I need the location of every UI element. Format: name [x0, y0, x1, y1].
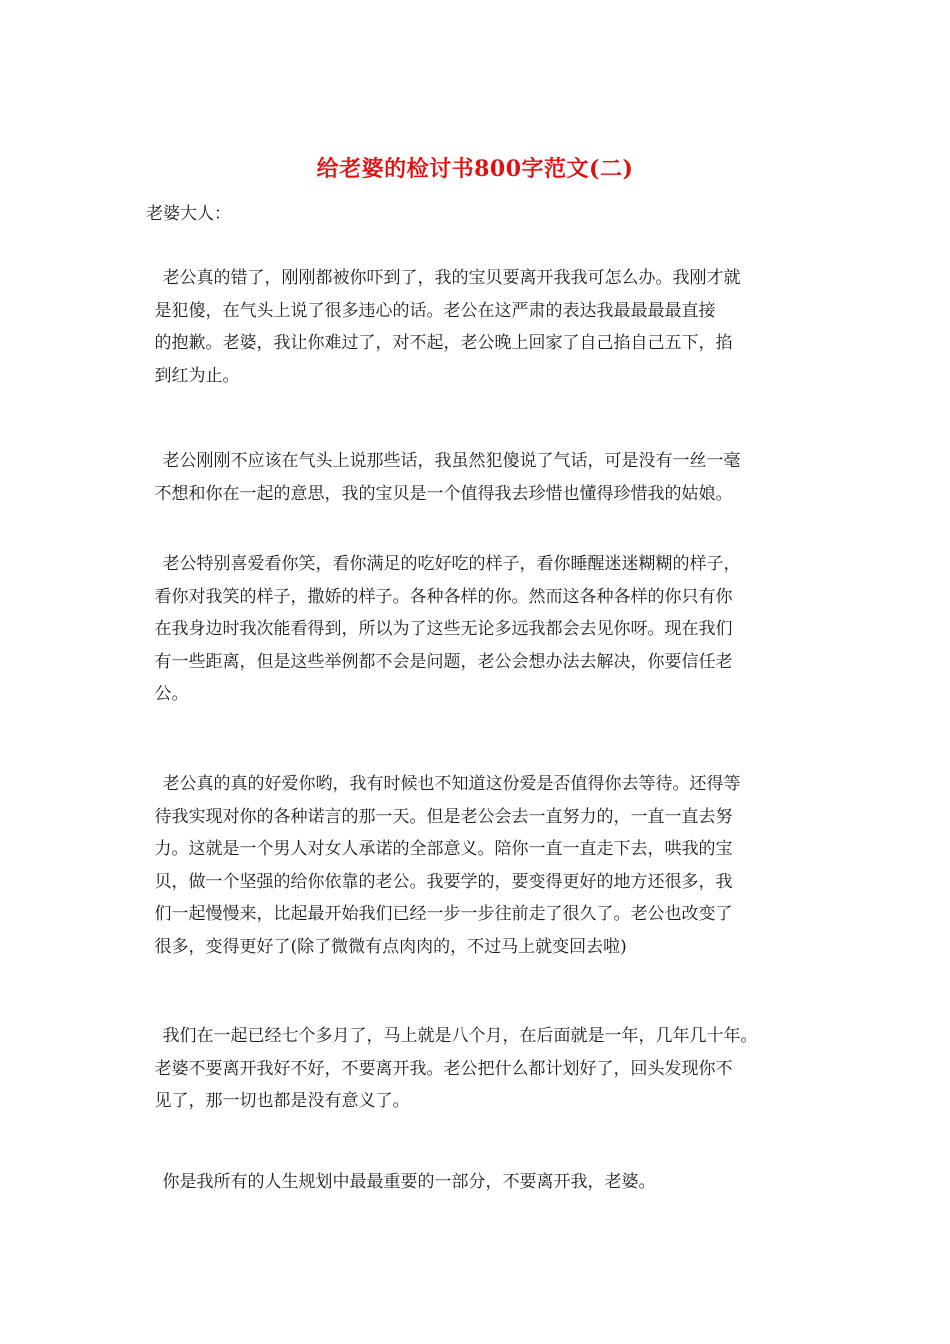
- paragraph-line: 老公特别喜爱看你笑，看你满足的吃好吃的样子，看你睡醒迷迷糊糊的样子，: [162, 554, 741, 574]
- paragraph-line: 到红为止。: [154, 365, 240, 386]
- paragraph-line: 老婆不要离开我好不好，不要离开我。老公把什么都计划好了，回头发现你不: [154, 1058, 733, 1079]
- paragraph-line: 有一些距离，但是这些举例都不会是问题，老公会想办法去解决，你要信任老: [154, 651, 733, 672]
- salutation: 老婆大人：: [146, 204, 231, 224]
- paragraph: [146, 1166, 818, 1199]
- paragraph: [146, 445, 818, 510]
- paragraph-line: 们一起慢慢来，比起最开始我们已经一步一步往前走了很久了。老公也改变了: [154, 904, 733, 924]
- paragraph-line: 力。这就是一个男人对女人承诺的全部意义。陪你一直一直走下去，哄我的宝: [154, 839, 733, 859]
- paragraph-line: 公。: [154, 684, 189, 704]
- paragraph-line: 是犯傻，在气头上说了很多违心的话。老公在这严肃的表达我最最最最直接: [154, 300, 716, 321]
- paragraph: [146, 1020, 818, 1118]
- paragraph-line: 老公真的真的好爱你哟，我有时候也不知道这份爱是否值得你去等待。还得等: [162, 774, 741, 794]
- paragraph-line: 你是我所有的人生规划中最最重要的一部分，不要离开我，老婆。: [162, 1172, 656, 1192]
- paragraph-line: 待我实现对你的各种诺言的那一天。但是老公会去一直努力的，一直一直去努: [154, 806, 733, 827]
- paragraph-line: 很多，变得更好了(除了微微有点肉肉的，不过马上就变回去啦): [154, 936, 627, 957]
- paragraph-line: 老公刚刚不应该在气头上说那些话，我虽然犯傻说了气话，可是没有一丝一毫: [162, 451, 741, 471]
- paragraph-line: 见了，那一切也都是没有意义了。: [154, 1091, 410, 1111]
- paragraph: [146, 548, 818, 711]
- paragraph-line: 在我身边时我次能看得到，所以为了这些无论多远我都会去见你呀。现在我们: [154, 619, 733, 639]
- paragraph: [146, 262, 818, 392]
- paragraph-line: 的抱歉。老婆，我让你难过了，对不起，老公晚上回家了自己掐自己五下，掐: [154, 333, 733, 353]
- paragraph: [146, 768, 818, 963]
- document-title: 给老婆的检讨书800字范文(二): [316, 156, 634, 182]
- paragraph-line: 不想和你在一起的意思，我的宝贝是一个值得我去珍惜也懂得珍惜我的姑娘。: [154, 483, 733, 504]
- paragraph-line: 看你对我笑的样子，撒娇的样子。各种各样的你。然而这各种各样的你只有你: [154, 586, 733, 607]
- paragraph-line: 贝，做一个坚强的给你依靠的老公。我要学的，要变得更好的地方还很多，我: [154, 871, 733, 892]
- paragraph-line: 我们在一起已经七个多月了，马上就是八个月，在后面就是一年，几年几十年。: [162, 1026, 758, 1046]
- paragraph-line: 老公真的错了，刚刚都被你吓到了，我的宝贝要离开我我可怎么办。我刚才就: [162, 268, 741, 288]
